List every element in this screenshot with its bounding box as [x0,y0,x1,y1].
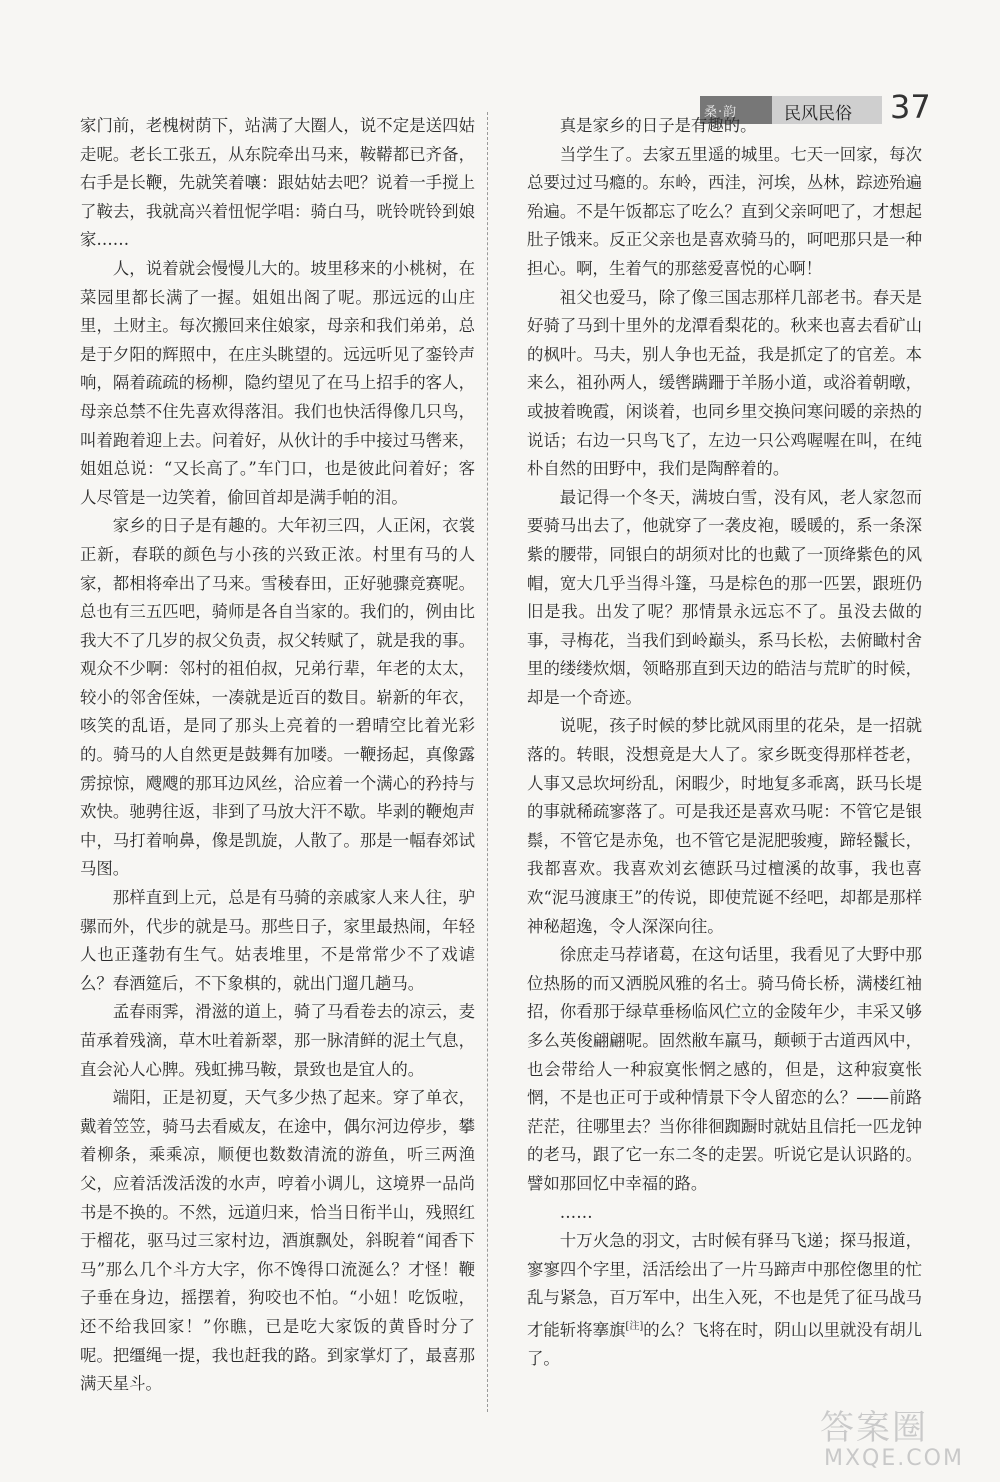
footnote-marker: [注] [625,1320,644,1332]
paragraph-text: 人，说着就会慢慢儿大的。坡里移来的小桃树，在菜园里都长满了一握。姐姐出阁了呢。那远远的山庄里，土财主。每次搬回来住娘家，母亲和我们弟弟，总是于夕阳的辉照中，在庄头眺望的。远远听见了銮铃声响，隔着疏疏的杨柳，隐约望见了在马上招手的客人，母亲总禁不住先喜欢得落泪。我们也快活得像几只鸟，叫着跑着迎上去。问着好，从伙计的手中接过马辔来，姐姐总说：“又长高了。”车门口，也是彼此问着好；客人尽管是一边笑着，偷回首却是满手帕的泪。 [80,258,475,507]
paragraph [527,112,922,141]
left-column [80,112,475,1399]
paragraph-text-tail: 的么？飞将在时，阴山以里就没有胡儿了。 [527,1320,923,1368]
watermark-url: MXQE.COM [824,1446,964,1471]
paragraph-text: 真是家乡的日子是有趣的。 [559,116,757,135]
paragraph [527,141,922,284]
header-tag: 桑·韵 [704,105,738,120]
paragraph-text: 当学生了。去家五里遥的城里。七天一回家，每次总要过过马瘾的。东岭，西洼，河埃，丛林，踪迹殆遍殆遍。不是午饭都忘了吃么？直到父亲呵吧了，才想起肚子饿来。反正父亲也是喜欢骑马的，呵吧那只是一种担心。啊，生着气的那慈爱喜悦的心啊！ [527,144,922,278]
paragraph-text: 端阳，正是初夏，天气多少热了起来。穿了单衣，戴着笠笠，骑马去看威友，在途中，偶尔河边停步，攀着柳条，乘乘凉，顺便也数数清流的游鱼，听三两渔父，应着活泼活泼的水声，哼着小调儿，这境界一品尚书是不换的。不然，远道归来，恰当日衔半山，残照红于榴花，驱马过三家村边，酒旗飘处，斜睨着“闻香下马”那么几个斗方大字，你不馋得口流涎么？才怪！鞭子垂在身边，摇摆着，狗咬也不怕。“小妞！吃饭啦，还不给我回家！”你瞧，已是吃大家饭的黄昏时分了呢。把缰绳一提，我也赶我的路。到家掌灯了，最喜那满天星斗。 [80,1088,475,1394]
paragraph [527,712,922,941]
paragraph [80,512,475,884]
paragraph-text: 孟春雨霁，滑滋的道上，骑了马看卷去的凉云，麦苗承着残滴，草木吐着新翠，那一脉清鲜的泥土气息，直会沁人心脾。残虹拂马鞍，景致也是宜人的。 [80,1002,475,1079]
paragraph [527,1199,922,1228]
paragraph [80,255,475,512]
paragraph-text: …… [559,1202,593,1222]
paragraph [80,112,475,255]
right-column [527,112,922,1374]
paragraph-text: 那样直到上元，总是有马骑的亲戚家人来人往，驴骡而外，代步的就是马。那些日子，家里最热闹，年轻人也正蓬勃有生气。姑表堆里，不是常常少不了戏谑么？春酒筵后，不下象棋的，就出门遛几趟马。 [80,888,475,993]
watermark-logo-text: 答案圈 [820,1408,928,1448]
paragraph-text: 十万火急的羽文，古时候有驿马飞递；探马报道，寥寥四个字里，活活绘出了一片马蹄声中那倥偬里的忙乱与紧急，百万军中，出生入死，不也是凭了征马战马才能斩将搴旗 [527,1231,922,1340]
column-divider [487,112,488,1412]
paragraph [527,284,922,484]
paragraph-text: 祖父也爱马，除了像三国志那样几部老书。春天是好骑了马到十里外的龙潭看梨花的。秋来也喜去看矿山的枫叶。马夫，别人争也无益，我是抓定了的官差。本来么，祖孙两人，缓辔蹒跚于羊肠小道，或浴着朝暾，或披着晚霞，闲谈着，也同乡里交换问寒问暖的亲热的说话；右边一只鸟飞了，左边一只公鸡喔喔在叫，在纯朴自然的田野中，我们是陶醉着的。 [527,287,922,479]
paragraph [527,1227,922,1373]
page-number: 37 [890,88,931,126]
paragraph [80,1084,475,1399]
paragraph [80,998,475,1084]
paragraph [527,484,922,713]
section-title: 民风民俗 [784,104,852,124]
paragraph [527,941,922,1198]
watermark [820,1400,990,1475]
paragraph-text: 最记得一个冬天，满坡白雪，没有风，老人家忽而要骑马出去了，他就穿了一袭皮袍，暖暖的，系一条深紫的腰带，同银白的胡须对比的也戴了一顶绛紫色的风帽，宽大几乎当得斗篷，马是棕色的那一匹罢，跟班仍旧是我。出发了呢？那情景永远忘不了。虽没去做的事，寻梅花，当我们到岭巅头，系马长松，去俯瞰村舍里的缕缕炊烟，领略那直到天边的皓洁与荒旷的时候，却是一个奇迹。 [527,487,922,707]
paragraph-text: 家乡的日子是有趣的。大年初三四，人正闲，衣裳正新，春联的颜色与小孩的兴致正浓。村里有马的人家，都相将牵出了马来。雪稜春田，正好驰骤竞赛呢。总也有三五匹吧，骑师是各自当家的。我们的，例由比我大不了几岁的叔父负责，叔父转赋了，就是我的事。观众不少啊：邻村的祖伯叔，兄弟行辈，年老的太太，较小的邻舍侄妹，一凑就是近百的数目。崭新的年衣，咳笑的乱语，是同了那头上亮着的一碧晴空比着光彩的。骑马的人自然更是鼓舞有加喽。一鞭扬起，真像露雳掠惊，飕飕的那耳边风丝，洽应着一个满心的矜持与欢快。驰骋往返，非到了马放大汗不歇。毕剥的鞭炮声中，马打着响鼻，像是凯旋，人散了。那是一幅春郊试马图。 [80,516,475,879]
paragraph [80,884,475,998]
paragraph-text: 家门前，老槐树荫下，站满了大圈人，说不定是送四姑走呢。老长工张五，从东院牵出马来，鞍鞯都已齐备，右手是长鞭，先就笑着嚷：跟姑姑去吧？说着一手搅上了鞍去，我就高兴着忸怩学唱：骑白马，咣铃咣铃到娘家…… [80,116,475,250]
paragraph-text: 说呢，孩子时候的梦比就风雨里的花朵，是一招就落的。转眼，没想竟是大人了。家乡既变得那样苍老，人事又忌坎坷纷乱，闲暇少，时地复多乖离，跃马长堤的事就稀疏寥落了。可是我还是喜欢马呢：不管它是银鬃，不管它是赤兔，也不管它是泥肥骏瘦，蹄轻鬣长，我都喜欢。我喜欢刘玄德跃马过檀溪的故事，我也喜欢“泥马渡康王”的传说，即使荒诞不经吧，却都是那样神秘超逸，令人深深向往。 [527,716,922,936]
paragraph-text: 徐庶走马荐诸葛，在这句话里，我看见了大野中那位热肠的而又洒脱风雅的名士。骑马倚长桥，满楼红袖招，你看那于绿草垂杨临风伫立的金陵年少，丰采又够多么英俊翩翩呢。固然敝车羸马，颠顿于古道西风中，也会带给人一种寂寞怅惘之感的，但是，这种寂寞怅惘，不是也正可于或种情景下令人留恋的么？——前路茫茫，往哪里去？当你徘徊踟蹰时就姑且信托一匹龙钟的老马，跟了它一东二冬的走罢。听说它是认识路的。譬如那回忆中幸福的路。 [527,945,922,1193]
